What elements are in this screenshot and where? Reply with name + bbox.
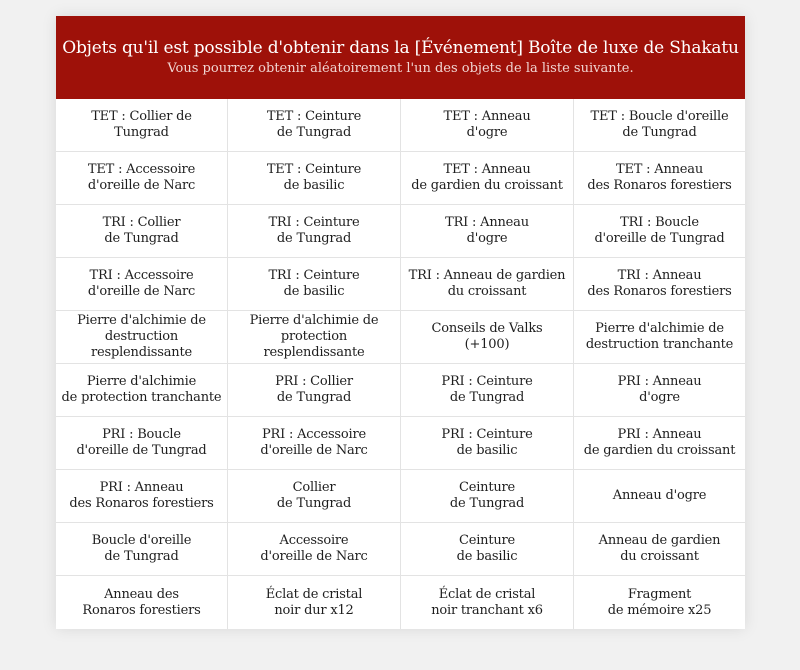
item-cell: Pierre d'alchimie de protection resplendissante: [228, 311, 401, 364]
item-grid: [56, 99, 745, 629]
item-cell: Fragment de mémoire x25: [607, 586, 712, 618]
item-cell: Éclat de cristal noir dur x12: [228, 576, 401, 629]
item-list-card: [56, 16, 745, 629]
item-cell: TRI : Anneau des Ronaros forestiers: [574, 258, 745, 311]
item-cell: Pierre d'alchimie de destruction resplendissante: [56, 311, 228, 364]
item-cell: PRI : Collier de Tungrad: [228, 364, 401, 417]
item-cell: TET : Ceinture de Tungrad: [228, 99, 401, 152]
item-cell: TET : Accessoire d'oreille de Narc: [56, 152, 228, 205]
item-cell: Pierre d'alchimie de destruction tranchante: [574, 311, 745, 364]
item-cell: Anneau de gardien du croissant: [574, 523, 745, 576]
item-cell: PRI : Boucle d'oreille de Tungrad: [56, 417, 228, 470]
item-cell: Conseils de Valks (+100): [401, 311, 574, 364]
item-cell: Ceinture de Tungrad: [401, 470, 574, 523]
item-cell: TET : Boucle d'oreille de Tungrad: [574, 99, 745, 152]
item-cell: Accessoire d'oreille de Narc: [228, 523, 401, 576]
item-cell: TET : Anneau d'ogre: [401, 99, 574, 152]
item-cell: PRI : Ceinture de Tungrad: [401, 364, 574, 417]
item-cell: PRI : Anneau de gardien du croissant: [574, 417, 745, 470]
item-cell: TRI : Accessoire d'oreille de Narc: [56, 258, 228, 311]
item-cell: TRI : Boucle d'oreille de Tungrad: [574, 205, 745, 258]
item-cell: TRI : Ceinture de basilic: [228, 258, 401, 311]
item-cell: Pierre d'alchimie de protection tranchante: [56, 364, 228, 417]
item-cell: TRI : Anneau d'ogre: [401, 205, 574, 258]
item-cell: Anneau des Ronaros forestiers: [56, 576, 228, 629]
item-cell: TRI : Collier de Tungrad: [56, 205, 228, 258]
card-title: Objets qu'il est possible d'obtenir dans la [Événement] Boîte de luxe de Shakatu: [62, 38, 739, 58]
item-cell: TET : Collier de Tungrad: [56, 99, 228, 152]
item-cell: Boucle d'oreille de Tungrad: [56, 523, 228, 576]
card-subtitle: Vous pourrez obtenir aléatoirement l'un des objets de la liste suivante.: [167, 61, 634, 76]
item-cell: PRI : Accessoire d'oreille de Narc: [228, 417, 401, 470]
item-cell: Éclat de cristal noir tranchant x6: [401, 576, 574, 629]
item-cell: Anneau d'ogre: [574, 470, 745, 523]
item-cell: TRI : Ceinture de Tungrad: [228, 205, 401, 258]
item-cell: PRI : Anneau d'ogre: [574, 364, 745, 417]
item-cell: PRI : Ceinture de basilic: [401, 417, 574, 470]
item-cell: TET : Anneau des Ronaros forestiers: [574, 152, 745, 205]
item-cell: TET : Ceinture de basilic: [228, 152, 401, 205]
item-cell: PRI : Anneau des Ronaros forestiers: [56, 470, 228, 523]
item-cell: TET : Anneau de gardien du croissant: [401, 152, 574, 205]
card-header: [56, 16, 745, 99]
item-cell: Collier de Tungrad: [228, 470, 401, 523]
item-cell: TRI : Anneau de gardien du croissant: [401, 258, 574, 311]
item-cell: Ceinture de basilic: [401, 523, 574, 576]
